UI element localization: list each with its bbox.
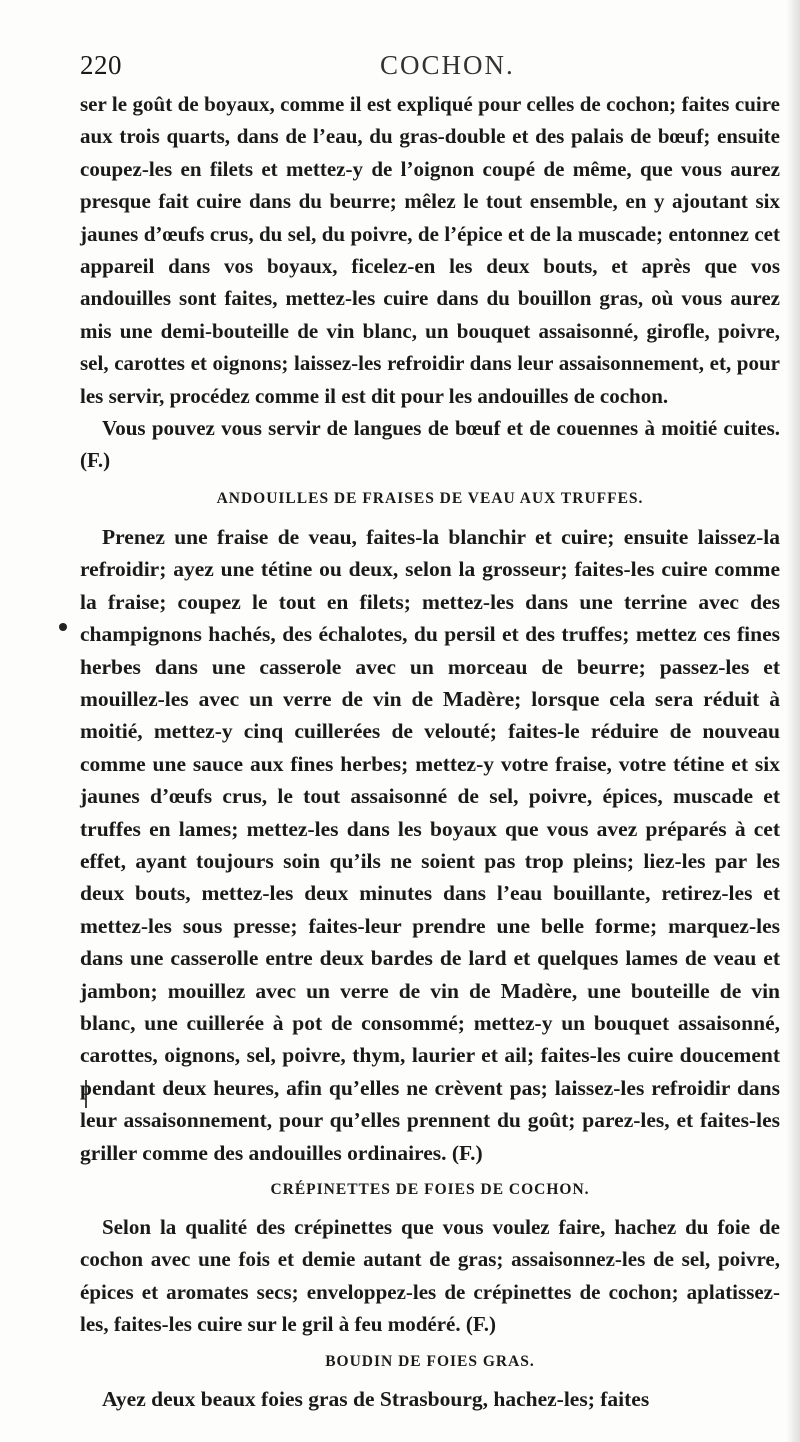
- running-head: COCHON.: [380, 50, 515, 80]
- section-title-boudin: BOUDIN DE FOIES GRAS.: [325, 1352, 535, 1370]
- paragraph-boudin-recipe: Ayez deux beaux foies gras de Strasbourg, hachez-les; faites: [102, 1386, 650, 1411]
- page-header: [80, 50, 700, 90]
- section-title-crepinettes: CRÉPINETTES DE FOIES DE COCHON.: [270, 1181, 590, 1198]
- section-title-andouilles: ANDOUILLES DE FRAISES DE VEAU AUX TRUFFES.: [216, 489, 644, 507]
- page-edge-shadow: [786, 0, 800, 1442]
- paragraph-continuation: ser le goût de boyaux, comme il est expliqué pour celles de cochon; faites cuire aux trois quarts, dans de l’eau, du gras-double et des palais de bœuf; ensuite coupez-les en filets et mettez-y de l’oignon coupé de même, que vous aurez presque fait cuire dans du beurre; mêlez le tout ensemble, en y ajoutant six jaunes d’œufs crus, du sel, du poivre, de l’épice et de la muscade; entonnez cet appareil dans vos boyaux, ficelez-en les deux bouts, et après que vos andouilles sont faites, mettez-les cuire dans du bouillon gras, où vous aurez mis une demi-bouteille de vin blanc, un bouquet assaisonné, girofle, poivre, sel, carottes et oignons; laissez-les refroidir dans leur assaisonnement, et, pour les servir, procédez comme il est dit pour les andouilles de cochon.: [80, 92, 780, 408]
- paragraph-andouilles-recipe: Prenez une fraise de veau, faites-la blanchir et cuire; ensuite laissez-la refroidir; ayez une tétine ou deux, selon la grosseur; faites-les cuire comme la fraise; coupez le tout en filets; mettez-les dans une terrine avec des champignons hachés, des échalotes, du persil et des truffes; mettez ces fines herbes dans une casserole avec un morceau de beurre; passez-les et mouillez-les avec un verre de vin de Madère; lorsque cela sera réduit à moitié, mettez-y cinq cuillerées de velouté; faites-le réduire de nouveau comme une sauce aux fines herbes; mettez-y votre fraise, votre tétine et six jaunes d’œufs crus, le tout assaisonné de sel, poivre, épices, muscade et truffes en lames; mettez-les dans les boyaux que vous avez préparés à cet effet, ayant toujours soin qu’ils ne soient pas trop pleins; liez-les par les deux bouts, mettez-les deux minutes dans l’eau bouillante, retirez-les et mettez-les sous presse; faites-leur prendre une belle forme; marquez-les dans une casserolle entre deux bardes de lard et quelques lames de veau et jambon; mouillez avec un verre de vin de Madère, une bouteille de vin blanc, une cuillerée à pot de consommé; mettez-y un bouquet assaisonné, carottes, oignons, sel, poivre, thym, laurier et ail; faites-les cuire doucement pendant deux heures, afin qu’elles ne crèvent pas; laissez-les refroidir dans leur assaisonnement, pour qu’elles prennent du goût; parez-les, et faites-les griller comme des andouilles ordinaires. (F.): [80, 524, 780, 1165]
- page-number: 220: [80, 50, 122, 80]
- body-text: [80, 88, 780, 1415]
- margin-ink-dot: [59, 623, 67, 631]
- paragraph-note: Vous pouvez vous servir de langues de bœuf et de couennes à moitié cuites. (F.): [80, 416, 780, 473]
- paragraph-crepinettes-recipe: Selon la qualité des crépinettes que vous voulez faire, hachez du foie de cochon avec une fois et demie autant de gras; assaisonnez-les de sel, poivre, épices et aromates secs; enveloppez-les de crépinettes de cochon; aplatissez-les, faites-les cuire sur le gril à feu modéré. (F.): [80, 1215, 780, 1337]
